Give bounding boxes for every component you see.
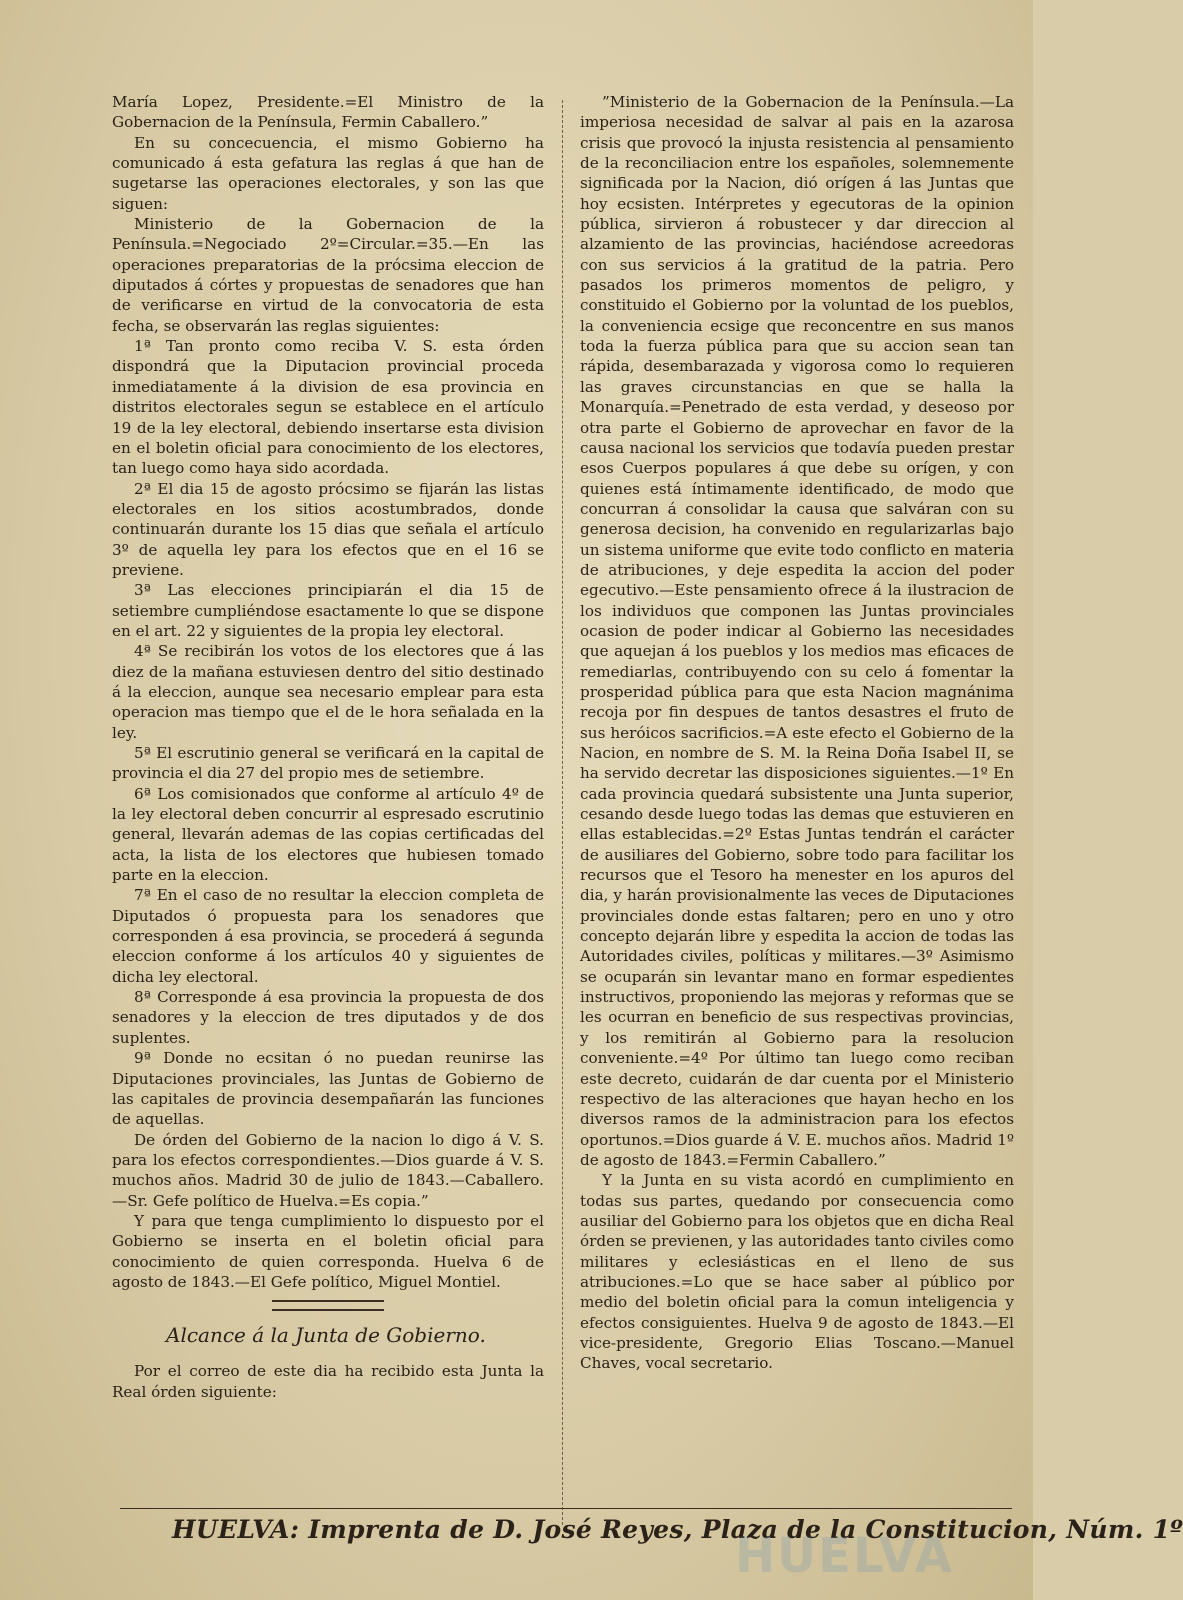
left-paragraph: Y para que tenga cumplimiento lo dispuesto por el Gobierno se inserta en el boletin oficial para conocimiento de quien corresponda. Huelva 6 de agosto de 1843.—El Gefe político, Miguel Montiel. — [112, 1211, 544, 1291]
rule-1: 1ª Tan pronto como reciba V. S. esta órden dispondrá que la Diputacion provincial proceda inmediatamente á la division de esa provincia en distritos electorales segun se establece en el artículo 19 de la ley electoral, debiendo insertarse esta division en el boletin oficial para conocimiento de los electores, tan luego como haya sido acordada. — [112, 337, 544, 478]
section-ornament — [272, 1300, 384, 1311]
rule-3: 3ª Las elecciones principiarán el dia 15 de setiembre cumpliéndose esactamente lo que se dispone en el art. 22 y siguientes de la propia ley electoral. — [112, 581, 544, 640]
rule-5: 5ª El escrutinio general se verificará en la capital de provincia el dia 27 del propio mes de setiembre. — [112, 744, 544, 783]
left-column — [112, 92, 544, 1402]
left-paragraph: Por el correo de este dia ha recibido esta Junta la Real órden siguiente: — [112, 1362, 544, 1401]
left-paragraph: En su concecuencia, el mismo Gobierno ha comunicado á esta gefatura las reglas á que han de sugetarse las operaciones electorales, y son las que siguen: — [112, 133, 544, 213]
rule-8: 8ª Corresponde á esa provincia la propuesta de dos senadores y la eleccion de tres diputados y de dos suplentes. — [112, 988, 544, 1047]
watermark: HUELVA — [735, 1528, 954, 1584]
footer-rule — [120, 1508, 1012, 1509]
rule-7: 7ª En el caso de no resultar la eleccion completa de Diputados ó propuesta para los senadores que corresponden á esa provincia, se procederá á segunda eleccion conforme á los artículos 40 y siguientes de dicha ley electoral. — [112, 886, 544, 986]
left-paragraph: Ministerio de la Gobernacion de la Península.=Negociado 2º=Circular.=35.—En las operaciones preparatorias de la prócsima eleccion de diputados á córtes y propuestas de senadores que han de verificarse en virtud de la convocatoria de esta fecha, se observarán las reglas siguientes: — [112, 215, 544, 335]
left-paragraph: María Lopez, Presidente.=El Ministro de la Gobernacion de la Península, Fermin Caballero.” — [112, 93, 544, 132]
rule-2: 2ª El dia 15 de agosto prócsimo se fijarán las listas electorales en los sitios acostumbrados, donde continuarán durante los 15 dias que señala el artículo 3º de aquella ley para los efectos que en el 16 se previene. — [112, 479, 544, 579]
imprint-line: HUELVA: Imprenta de D. José Reyes, Plaza de la Constitucion, Núm. 1º — [172, 1515, 1183, 1544]
right-paragraph: ”Ministerio de la Gobernacion de la Península.—La imperiosa necesidad de salvar al pais en la azarosa crisis que provocó la injusta resistencia al pensamiento de la reconciliacion entre los españoles, solemnemente significada por la Nacion, dió orígen á las Juntas que hoy ecsisten. Intérpretes y egecutoras de la opinion pública, sirvieron á robustecer y dar direccion al alzamiento de las provincias, haciéndose acreedoras con sus servicios á la gratitud de la patria. Pero pasados los primeros momentos de peligro, y constituido el Gobierno por la voluntad de los pueblos, la conveniencia ecsige que reconcentre en sus manos toda la fuerza pública para que su accion sean tan rápida, desembarazada y vigorosa como lo requieren las graves circunstancias en que se halla la Monarquía.=Penetrado de esta verdad, y deseoso por otra parte el Gobierno de aprovechar en favor de la causa nacional los servicios que todavía pueden prestar esos Cuerpos populares á que debe su orígen, y con quienes está íntimamente identificado, de modo que concurran á consolidar la causa que salváran con su generosa decision, ha convenido en regularizarlas bajo un sistema uniforme que evite todo conflicto en materia de atribuciones, y deje espedita la accion del poder egecutivo.—Este pensamiento ofrece á la ilustracion de los individuos que componen las Juntas provinciales ocasion de poder indicar al Gobierno las necesidades que aquejan á los pueblos y los medios mas eficaces de remediarlas, contribuyendo con su celo á fomentar la prosperidad pública para que esta Nacion magnánima recoja por fin despues de tantos desastres el fruto de sus heróicos sacrificios.=A este efecto el Gobierno de la Nacion, en nombre de S. M. la Reina Doña Isabel II, se ha servido decretar las disposiciones siguientes.—1º En cada provincia quedará subsistente una Junta superior, cesando desde luego todas las demas que estuvieren en ellas establecidas.=2º Estas Juntas tendrán el carácter de ausiliares del Gobierno, sobre todo para facilitar los recursos que el Tesoro ha menester en los apuros del dia, y harán provisionalmente las veces de Diputaciones provinciales donde estas faltaren; pero en uno y otro concepto dejarán libre y espedita la accion de todas las Autoridades civiles, políticas y militares.—3º Asimismo se ocuparán sin levantar mano en formar espedientes instructivos, proponiendo las mejoras y reformas que se les ocurran en beneficio de sus respectivas provincias, y los remitirán al Gobierno para la resolucion conveniente.=4º Por último tan luego como reciban este decreto, cuidarán de dar cuenta por el Ministerio respectivo de las alteraciones que hayan hecho en los diversos ramos de la administracion para los efectos oportunos.=Dios guarde á V. E. muchos años. Madrid 1º de agosto de 1843.=Fermin Caballero.” — [580, 93, 1014, 1169]
column-divider — [562, 100, 563, 1525]
right-column — [580, 92, 1014, 1374]
rule-4: 4ª Se recibirán los votos de los electores que á las diez de la mañana estuviesen dentro del sitio destinado á la eleccion, aunque sea necesario emplear para esta operacion mas tiempo que el de le hora señalada en la ley. — [112, 642, 544, 742]
rule-9: 9ª Donde no ecsitan ó no puedan reunirse las Diputaciones provinciales, las Juntas de Gobierno de las capitales de provincia desempañarán las funciones de aquellas. — [112, 1049, 544, 1129]
rule-6: 6ª Los comisionados que conforme al artículo 4º de la ley electoral deben concurrir al espresado escrutinio general, llevarán ademas de las copias certificadas del acta, la lista de los electores que hubiesen tomado parte en la eleccion. — [112, 784, 544, 885]
section-title: Alcance á la Junta de Gobierno. — [166, 1323, 486, 1348]
right-paragraph: Y la Junta en su vista acordó en cumplimiento en todas sus partes, quedando por consecuencia como ausiliar del Gobierno para los objetos que en dicha Real órden se previenen, y las autoridades tanto civiles como militares y eclesiásticas en el lleno de sus atribuciones.=Lo que se hace saber al público por medio del boletin oficial para la comun inteligencia y efectos consiguientes. Huelva 9 de agosto de 1843.—El vice-presidente, Gregorio Elias Toscano.—Manuel Chaves, vocal secretario. — [580, 1171, 1014, 1373]
left-paragraph: De órden del Gobierno de la nacion lo digo á V. S. para los efectos correspondientes.—Dios guarde á V. S. muchos años. Madrid 30 de julio de 1843.—Caballero.—Sr. Gefe político de Huelva.=Es copia.” — [112, 1130, 544, 1210]
